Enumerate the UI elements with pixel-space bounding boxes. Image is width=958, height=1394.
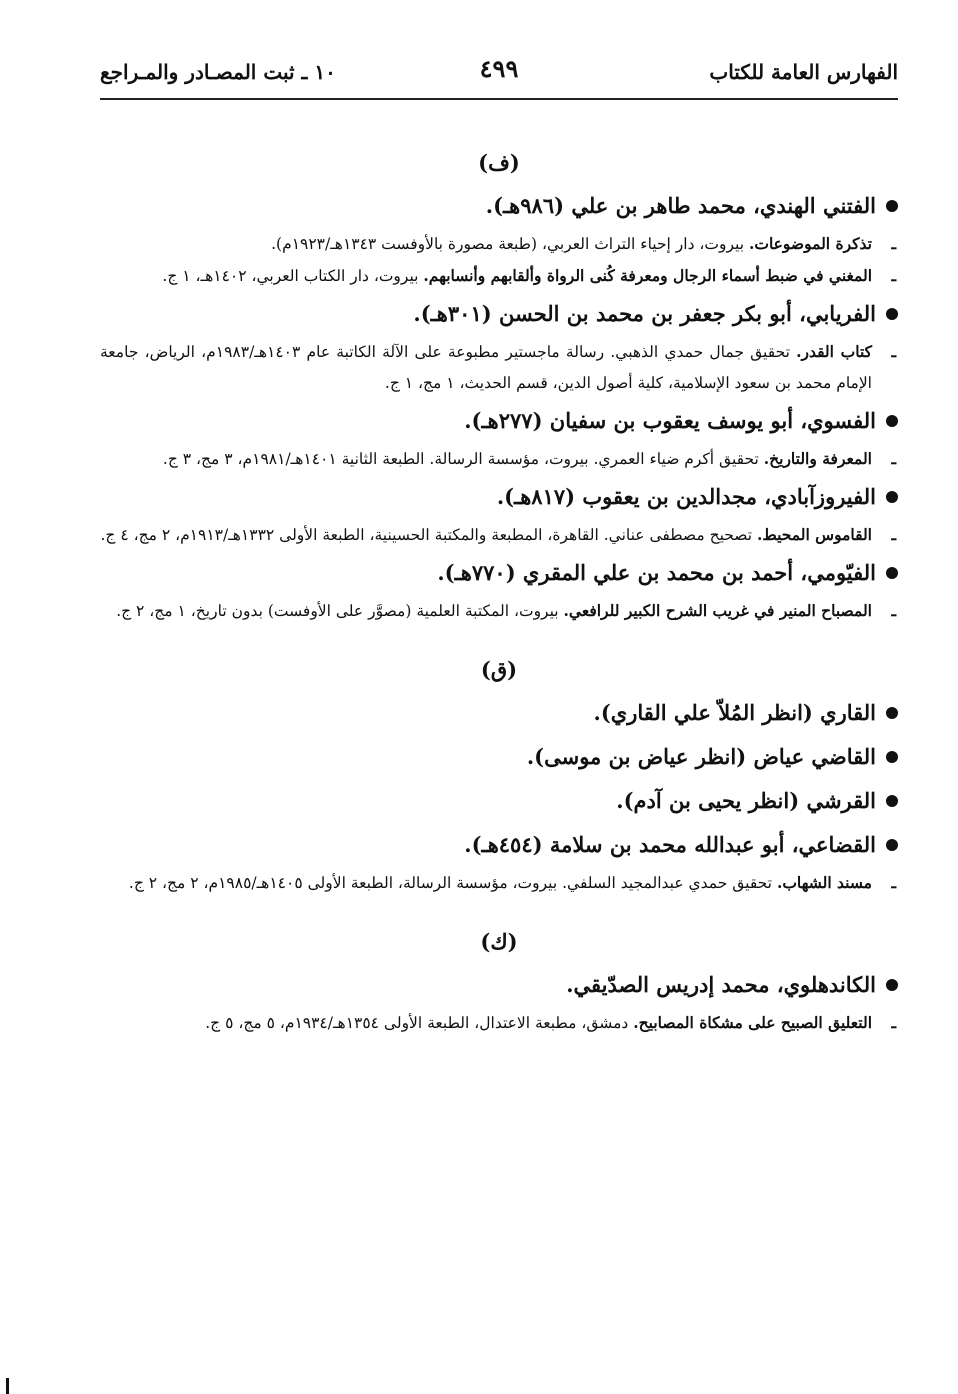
work-details: تحقيق أكرم ضياء العمري. بيروت، مؤسسة الرسالة. الطبعة الثانية ١٤٠١هـ/١٩٨١م، ٣ مج، ٣ ج. (162, 450, 764, 468)
bullet-icon (886, 979, 898, 991)
section-letter: (ف) (478, 150, 520, 175)
author-name: القرشي (انظر يحيى بن آدم). (616, 788, 876, 813)
author-line (100, 551, 898, 595)
work-item (100, 260, 898, 292)
bullet-icon (886, 415, 898, 427)
author-name: القاضي عياض (انظر عياض بن موسى). (526, 744, 876, 769)
bibliography-entry (100, 551, 898, 627)
section-letter: (ق) (480, 657, 518, 682)
author-name: الفتني الهندي، محمد طاهر بن علي (٩٨٦هـ). (485, 193, 876, 218)
author-name: القضاعي، أبو عبدالله محمد بن سلامة (٤٥٤هـ). (464, 832, 876, 857)
index-page (100, 54, 898, 1039)
bullet-icon (886, 567, 898, 579)
author-line (100, 823, 898, 867)
header-book-index-title: الفهارس العامة للكتاب (709, 60, 898, 84)
section-qaf (100, 649, 898, 899)
work-item (100, 595, 898, 627)
section-kaf (100, 921, 898, 1039)
work-title: مسند الشهاب. (776, 873, 872, 892)
bullet-icon (886, 308, 898, 320)
work-title: التعليق الصبيح على مشكاة المصابيح. (633, 1013, 872, 1032)
work-details: تحقيق حمدي عبدالمجيد السلفي. بيروت، مؤسسة الرسالة، الطبعة الأولى ١٤٠٥هـ/١٩٨٥م، ٢ مج، ٢ ج. (128, 874, 777, 892)
bibliography-entry (100, 184, 898, 292)
bullet-icon (886, 751, 898, 763)
bibliography-entry (100, 735, 898, 779)
work-details: تصحيح مصطفى عناني. القاهرة، المطبعة والمكتبة الحسينية، الطبعة الأولى ١٣٣٢هـ/١٩١٣م، ٢ مج، ٤ ج. (100, 526, 757, 544)
work-title: المغني في ضبط أسماء الرجال ومعرفة كُنى الرواة وألقابهم وأنسابهم. (423, 266, 872, 285)
bullet-icon (886, 839, 898, 851)
bibliography-entry (100, 691, 898, 735)
work-details: بيروت، دار إحياء التراث العربي، (طبعة مصورة بالأوفست ١٣٤٣هـ/١٩٢٣م). (271, 235, 749, 253)
author-name: الكاندهلوي، محمد إدريس الصدّيقي. (566, 972, 876, 997)
work-item (100, 1007, 898, 1039)
author-line (100, 292, 898, 336)
dash-icon: ـ (891, 449, 896, 468)
bibliography-entry (100, 292, 898, 399)
dash-icon: ـ (891, 342, 896, 361)
author-line (100, 399, 898, 443)
author-name: الفريابي، أبو بكر جعفر بن محمد بن الحسن (٣٠١هـ). (413, 301, 876, 326)
dash-icon: ـ (891, 525, 896, 544)
running-head (100, 54, 898, 100)
work-item (100, 519, 898, 551)
bibliography-entry (100, 779, 898, 823)
bibliography-entry (100, 399, 898, 475)
bibliography-entry (100, 475, 898, 551)
work-title: المصباح المنير في غريب الشرح الكبير للرافعي. (563, 601, 872, 620)
author-line (100, 475, 898, 519)
work-title: المعرفة والتاريخ. (763, 449, 872, 468)
work-title: تذكرة الموضوعات. (748, 234, 872, 253)
work-details: تحقيق جمال حمدي الذهبي. رسالة ماجستير مطبوعة على الآلة الكاتبة عام ١٤٠٣هـ/١٩٨٣م، الرياض، جامعة الإمام محمد بن سعود الإسلامية، كلية أصول الدين، قسم الحديث، ١ مج، ١ ج. (100, 343, 872, 392)
work-item (100, 336, 898, 399)
section-fa (100, 142, 898, 627)
author-name: القاري (انظر المُلاّ علي القاري). (593, 700, 876, 725)
work-item (100, 443, 898, 475)
bullet-icon (886, 795, 898, 807)
bullet-icon (886, 707, 898, 719)
author-line (100, 963, 898, 1007)
work-item (100, 228, 898, 260)
bibliography-entry (100, 963, 898, 1039)
author-line (100, 779, 898, 823)
author-name: الفسوي، أبو يوسف يعقوب بن سفيان (٢٧٧هـ). (464, 408, 876, 433)
dash-icon: ـ (891, 1013, 896, 1032)
page-number: ٤٩٩ (479, 54, 519, 83)
dash-icon: ـ (891, 873, 896, 892)
author-name: الفيروزآبادي، مجدالدين بن يعقوب (٨١٧هـ). (496, 484, 876, 509)
work-title: كتاب القدر. (796, 342, 872, 361)
work-title: القاموس المحيط. (756, 525, 872, 544)
work-details: بيروت، المكتبة العلمية (مصوَّر على الأوفست) بدون تاريخ، ١ مج، ٢ ج. (116, 602, 564, 620)
work-details: بيروت، دار الكتاب العربي، ١٤٠٢هـ، ١ ج. (162, 267, 424, 285)
dash-icon: ـ (891, 266, 896, 285)
header-chapter-title: ١٠ ـ ثبت المصـادر والمـراجع (100, 60, 336, 84)
author-line (100, 735, 898, 779)
work-details: دمشق، مطبعة الاعتدال، الطبعة الأولى ١٣٥٤هـ/١٩٣٤م، ٥ مج، ٥ ج. (205, 1014, 634, 1032)
bullet-icon (886, 200, 898, 212)
dash-icon: ـ (891, 601, 896, 620)
author-name: الفيّومي، أحمد بن محمد بن علي المقري (٧٧٠هـ). (437, 560, 876, 585)
scan-margin-mark (6, 1378, 9, 1394)
bibliography-entry (100, 823, 898, 899)
bullet-icon (886, 491, 898, 503)
author-line (100, 184, 898, 228)
author-line (100, 691, 898, 735)
work-item (100, 867, 898, 899)
section-letter: (ك) (480, 929, 518, 954)
dash-icon: ـ (891, 234, 896, 253)
